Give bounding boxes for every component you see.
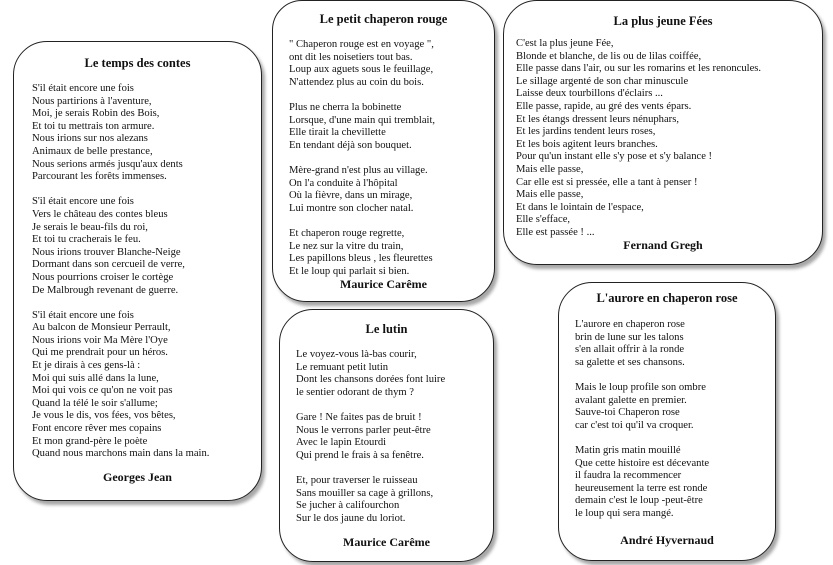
poem-line: car c'est toi qu'il va croquer. bbox=[575, 419, 694, 431]
poem-line: Et je dirais à ces gens-là : bbox=[32, 360, 141, 372]
poem-line: S'il était encore une fois bbox=[32, 83, 134, 94]
stanza-break bbox=[575, 432, 709, 445]
poem-line: C'est la plus jeune Fée, bbox=[516, 38, 614, 49]
poem-line: demain c'est le loup -peut-être bbox=[575, 495, 703, 507]
poem-line: Et les bois agitent leurs branches. bbox=[516, 138, 658, 150]
poem-line: Elle passe, rapide, au gré des vents épars. bbox=[516, 100, 692, 112]
poem-line: Et les jardins tendent leurs roses, bbox=[516, 126, 656, 138]
poem-line: sa galette et ses chansons. bbox=[575, 356, 685, 368]
poem-line: le loup qui sera mangé. bbox=[575, 507, 674, 519]
stanza-break bbox=[32, 184, 209, 197]
poem-line: Et les étangs dressent leurs nénuphars, bbox=[516, 113, 679, 125]
poem-line: Sans mouiller sa cage à grillons, bbox=[296, 487, 434, 499]
poem-line: heureusement la terre est ronde bbox=[575, 482, 708, 494]
poem-line: Vers le château des contes bleus bbox=[32, 208, 168, 220]
poem-card-l-aurore-en-chaperon-rose bbox=[558, 282, 776, 561]
stanza-break bbox=[289, 152, 435, 165]
stanza-break bbox=[296, 462, 445, 475]
poem-line: brin de lune sur les talons bbox=[575, 331, 684, 343]
stanza-break bbox=[296, 399, 445, 412]
poem-line: Nous irions trouver Blanche-Neige bbox=[32, 246, 181, 258]
poem-line: Qui me prendrait pour un héros. bbox=[32, 347, 168, 359]
poem-body bbox=[296, 349, 445, 525]
poem-title: Le lutin bbox=[365, 322, 408, 336]
poem-line: Laisse deux tourbillons d'éclairs ... bbox=[516, 88, 663, 100]
poem-card-le-lutin bbox=[279, 309, 494, 562]
poem-author: Maurice Carême bbox=[343, 535, 430, 549]
poem-line: Je vous le dis, vos fées, vos bêtes, bbox=[32, 410, 176, 422]
poem-line: Je serais le beau-fils du roi, bbox=[32, 221, 148, 233]
poem-line: Nous pourrions croiser le cortège bbox=[32, 271, 174, 283]
poem-line: Lorsque, d'une main qui tremblait, bbox=[289, 114, 436, 126]
poem-line: Nous partirions à l'aventure, bbox=[32, 95, 152, 107]
poem-line: Elle est passée ! ... bbox=[516, 226, 595, 238]
poem-title: La plus jeune Fées bbox=[613, 14, 713, 28]
poem-line: On l'a conduite à l'hôpital bbox=[289, 177, 398, 189]
poem-card-le-petit-chaperon-rouge bbox=[272, 0, 495, 302]
poem-line: Moi, je serais Robin des Bois, bbox=[32, 108, 160, 120]
poem-line: Loup aux aguets sous le feuillage, bbox=[289, 64, 434, 76]
poem-line: Sur le dos jaune du loriot. bbox=[296, 512, 406, 524]
poem-line: Se jucher à califourchon bbox=[296, 500, 400, 512]
poem-line: avalant galette en premier. bbox=[575, 394, 687, 406]
poem-line: Sauve-toi Chaperon rose bbox=[575, 407, 680, 419]
poem-line: ont dit les noisetiers tout bas. bbox=[289, 51, 413, 63]
stanza-break bbox=[289, 215, 435, 228]
poem-line: Avec le lapin Etourdi bbox=[296, 437, 387, 449]
poem-body bbox=[516, 38, 761, 240]
poem-line: Quand nous marchons main dans la main. bbox=[32, 448, 210, 460]
stanza-break bbox=[32, 297, 209, 310]
poem-body bbox=[575, 319, 709, 521]
poem-line: Mais elle passe, bbox=[516, 163, 584, 175]
poem-line: Le voyez-vous là-bas courir, bbox=[296, 349, 417, 360]
poem-line: Et toi tu cracherais le feu. bbox=[32, 234, 141, 246]
poem-line: Nous irions sur nos alezans bbox=[32, 133, 148, 145]
poem-line: Et dans le lointain de l'espace, bbox=[516, 201, 644, 213]
poem-title: Le temps des contes bbox=[84, 56, 191, 70]
poem-line: Moi qui suis allé dans la lune, bbox=[32, 372, 159, 384]
poem-line: Les papillons bleus , les fleurettes bbox=[289, 253, 433, 265]
poem-line: Plus ne cherra la bobinette bbox=[289, 101, 402, 113]
poem-line: Blonde et blanche, de lis ou de lilas coiffée, bbox=[516, 50, 702, 62]
poem-line: Car elle est si pressée, elle a tant à penser ! bbox=[516, 176, 698, 188]
poem-line: Nous irions voir Ma Mère l'Oye bbox=[32, 334, 168, 346]
poem-line: Quand la télé le soir s'allume; bbox=[32, 397, 158, 409]
poem-line: Elle tirait la chevillette bbox=[289, 127, 386, 139]
poem-line: S'il était encore une fois bbox=[32, 309, 134, 321]
poem-line: Que cette histoire est décevante bbox=[575, 457, 710, 469]
poem-line: Qui prend le frais à sa fenêtre. bbox=[296, 449, 424, 461]
poem-line: Mais le loup profile son ombre bbox=[575, 381, 706, 393]
poem-line: Et le loup qui parlait si bien. bbox=[289, 265, 410, 277]
poem-line: Elle s'efface, bbox=[516, 214, 571, 226]
poem-line: Font encore rêver mes copains bbox=[32, 423, 162, 435]
poem-line: Matin gris matin mouillé bbox=[575, 444, 681, 456]
poem-line: Pour qu'un instant elle s'y pose et s'y balance ! bbox=[516, 151, 713, 163]
poem-author: André Hyvernaud bbox=[620, 533, 714, 547]
poem-author: Maurice Carême bbox=[340, 277, 427, 291]
poem-line: Où la fièvre, dans un mirage, bbox=[289, 190, 413, 202]
poem-line: En tendant déjà son bouquet. bbox=[289, 139, 412, 151]
poem-line: Gare ! Ne faites pas de bruit ! bbox=[296, 411, 422, 423]
poem-card-la-plus-jeune-fees bbox=[503, 0, 823, 265]
poem-line: De Malbrough revenant de guerre. bbox=[32, 284, 179, 296]
poem-line: Mère-grand n'est plus au village. bbox=[289, 164, 428, 176]
poem-line: " Chaperon rouge est en voyage ", bbox=[289, 39, 434, 50]
poem-line: Nous le verrons parler peut-être bbox=[296, 424, 431, 436]
poem-title: Le petit chaperon rouge bbox=[319, 12, 448, 26]
poem-card-le-temps-des-contes bbox=[13, 41, 262, 501]
poem-line: Animaux de belle prestance, bbox=[32, 145, 153, 157]
poem-line: Et mon grand-père le poète bbox=[32, 435, 148, 447]
stanza-break bbox=[289, 89, 435, 102]
poem-line: N'attendez plus au coin du bois. bbox=[289, 76, 424, 88]
poem-line: le sentier odorant de thym ? bbox=[296, 386, 414, 398]
poem-line: il faudra la recommencer bbox=[575, 470, 682, 482]
poem-line: Le remuant petit lutin bbox=[296, 361, 389, 373]
poem-title: L'aurore en chaperon rose bbox=[596, 291, 738, 305]
poem-line: s'en allait offrir à la ronde bbox=[575, 344, 685, 356]
poem-body bbox=[32, 83, 209, 461]
poem-line: L'aurore en chaperon rose bbox=[575, 319, 685, 330]
poem-line: S'il était encore une fois bbox=[32, 196, 134, 208]
poem-line: Et chaperon rouge regrette, bbox=[289, 227, 405, 239]
poem-line: Parcourant les forêts immenses. bbox=[32, 171, 167, 183]
poem-line: Le sillage argenté de son char minuscule bbox=[516, 75, 689, 87]
poem-line: Au balcon de Monsieur Perrault, bbox=[32, 322, 171, 334]
poem-line: Le nez sur la vitre du train, bbox=[289, 240, 404, 252]
stanza-break bbox=[575, 369, 709, 382]
poem-line: Et, pour traverser le ruisseau bbox=[296, 474, 418, 486]
poem-line: Lui montre son clocher natal. bbox=[289, 202, 414, 214]
poem-author: Georges Jean bbox=[103, 470, 172, 484]
poem-line: Elle passe dans l'air, ou sur les romarins et les renoncules. bbox=[516, 63, 762, 75]
poem-author: Fernand Gregh bbox=[623, 238, 703, 252]
poem-line: Mais elle passe, bbox=[516, 189, 584, 201]
poem-line: Et toi tu mettrais ton armure. bbox=[32, 120, 155, 132]
poem-line: Dormant dans son cercueil de verre, bbox=[32, 259, 185, 271]
poem-line: Nous serions armés jusqu'aux dents bbox=[32, 158, 183, 170]
poem-body bbox=[289, 39, 435, 278]
poem-line: Moi qui vois ce qu'on ne voit pas bbox=[32, 385, 173, 397]
poem-line: Dont les chansons dorées font luire bbox=[296, 374, 446, 386]
